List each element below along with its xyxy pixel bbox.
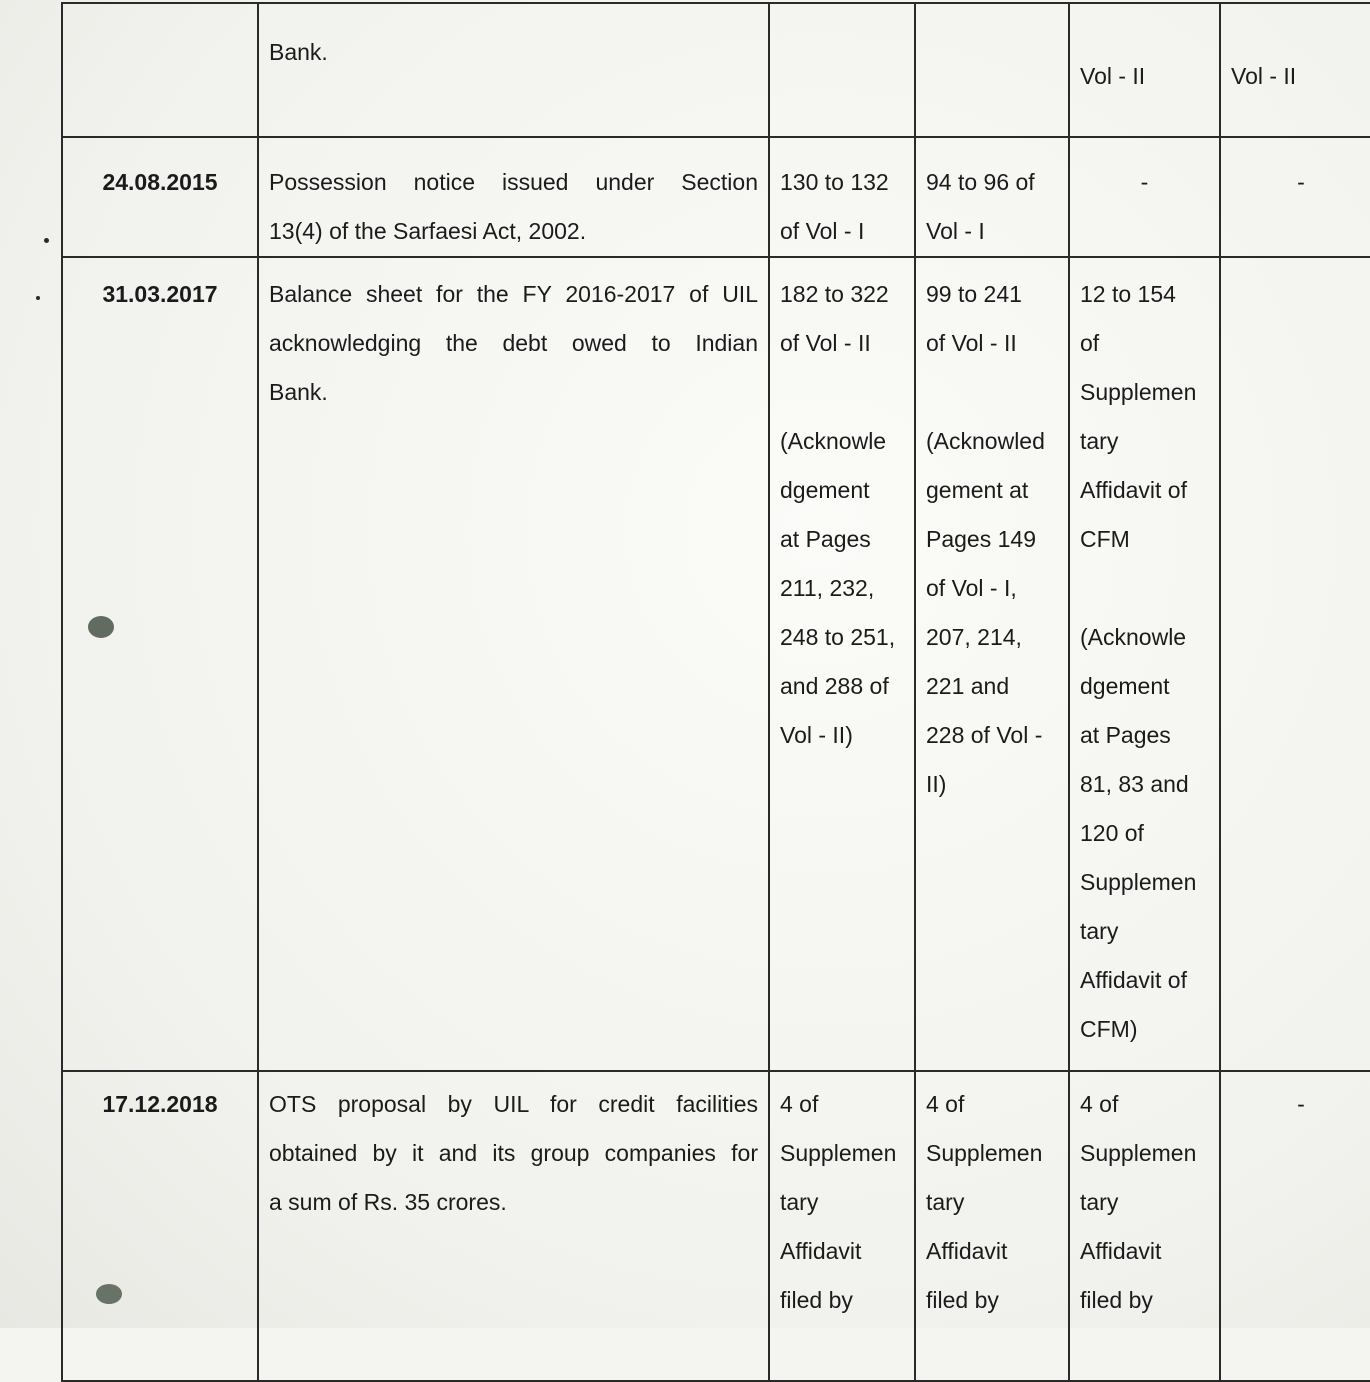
particulars-line: Balance sheet for the FY 2016-2017 of UIL (269, 281, 758, 307)
reference-cell-b (915, 1071, 1069, 1381)
date-cell (62, 137, 258, 257)
reference-line: 4 of (926, 1091, 965, 1117)
reference-line: and 288 of (780, 673, 889, 699)
reference-line: Supplemen (1080, 379, 1197, 405)
ink-spot (44, 238, 49, 243)
reference-line: 228 of Vol - (926, 722, 1043, 748)
particulars-line: Bank. (269, 379, 328, 405)
reference-line: 4 of (1080, 1091, 1119, 1117)
reference-line: 221 and (926, 673, 1010, 699)
particulars-line: 13(4) of the Sarfaesi Act, 2002. (269, 218, 587, 244)
reference-line: CFM) (1080, 1016, 1138, 1042)
reference-cell-c (1069, 3, 1220, 137)
table-row (62, 257, 1370, 1071)
reference-line: Vol - I (926, 218, 985, 244)
events-table (61, 2, 1370, 1382)
particulars-cell (258, 137, 769, 257)
particulars-cell (258, 3, 769, 137)
reference-line: Affidavit (926, 1238, 1008, 1264)
reference-line: tary (780, 1189, 819, 1215)
date-cell (62, 257, 258, 1071)
date-cell (62, 1071, 258, 1381)
particulars-line: a sum of Rs. 35 crores. (269, 1189, 507, 1215)
reference-line: of Vol - II (780, 330, 871, 356)
particulars-line: obtained by it and its group companies for (269, 1140, 758, 1166)
reference-line: 182 to 322 (780, 281, 889, 307)
reference-line: 94 to 96 of (926, 169, 1035, 195)
dash-mark: - (1297, 1091, 1305, 1117)
reference-line: of Vol - I (780, 218, 865, 244)
dash-mark: - (1140, 169, 1149, 195)
reference-line: filed by (1080, 1287, 1153, 1313)
reference-cell-a (769, 257, 915, 1071)
particulars-cell (258, 257, 769, 1071)
dash-mark: - (1297, 169, 1305, 195)
event-date: 17.12.2018 (102, 1091, 218, 1117)
reference-cell-c (1069, 257, 1220, 1071)
date-cell (62, 3, 258, 137)
reference-line: filed by (926, 1287, 999, 1313)
reference-line: dgement (780, 477, 870, 503)
reference-cell-b (915, 257, 1069, 1071)
reference-line: tary (1080, 428, 1119, 454)
reference-line: Vol - II (1080, 63, 1146, 89)
reference-line: II) (926, 771, 947, 797)
ink-smudge (88, 616, 114, 638)
reference-line: 99 to 241 (926, 281, 1022, 307)
reference-line: Supplemen (926, 1140, 1043, 1166)
reference-cell-a (769, 1071, 915, 1381)
table-row (62, 3, 1370, 137)
reference-line: 130 to 132 (780, 169, 889, 195)
reference-cell-c (1069, 137, 1220, 257)
particulars-line: Possession notice issued under Section (269, 169, 758, 195)
reference-line: Supplemen (1080, 869, 1197, 895)
reference-cell-b (915, 137, 1069, 257)
ink-spot (36, 296, 40, 300)
reference-line: Vol - II) (780, 722, 853, 748)
reference-line: Affidavit (780, 1238, 862, 1264)
reference-line: Affidavit of (1080, 967, 1187, 993)
reference-cell-d (1220, 1071, 1370, 1381)
reference-line: of (1080, 330, 1100, 356)
particulars-line: Bank. (269, 39, 328, 65)
reference-cell-a (769, 3, 915, 137)
reference-line: 211, 232, (780, 575, 875, 601)
reference-line: CFM (1080, 526, 1130, 552)
reference-line: Supplemen (1080, 1140, 1197, 1166)
reference-line: dgement (1080, 673, 1170, 699)
particulars-line: acknowledging the debt owed to Indian (269, 330, 758, 356)
reference-line: 81, 83 and (1080, 771, 1189, 797)
particulars-line: OTS proposal by UIL for credit facilities (269, 1091, 758, 1117)
reference-line: at Pages (780, 526, 871, 552)
reference-line: (Acknowle (780, 428, 887, 454)
reference-line: of Vol - II (926, 330, 1017, 356)
reference-line: tary (1080, 1189, 1119, 1215)
ink-smudge (96, 1284, 122, 1304)
reference-line: 248 to 251, (780, 624, 896, 650)
table-row (62, 1071, 1370, 1381)
reference-line: 120 of (1080, 820, 1144, 846)
event-date: 31.03.2017 (102, 281, 218, 307)
reference-cell-d (1220, 257, 1370, 1071)
reference-line: tary (1080, 918, 1119, 944)
reference-line: (Acknowle (1080, 624, 1187, 650)
reference-line: Vol - II (1231, 63, 1297, 89)
particulars-cell (258, 1071, 769, 1381)
table-row (62, 137, 1370, 257)
reference-line: tary (926, 1189, 965, 1215)
line-gap (926, 368, 1058, 417)
reference-line: Pages 149 (926, 526, 1036, 552)
reference-line: 207, 214, (926, 624, 1022, 650)
line-gap (1080, 564, 1209, 613)
reference-line: Supplemen (780, 1140, 897, 1166)
reference-line: 4 of (780, 1091, 819, 1117)
reference-cell-b (915, 3, 1069, 137)
reference-line: at Pages (1080, 722, 1171, 748)
reference-line: of Vol - I, (926, 575, 1017, 601)
event-date: 24.08.2015 (102, 169, 218, 195)
reference-cell-a (769, 137, 915, 257)
reference-cell-d (1220, 3, 1370, 137)
reference-cell-c (1069, 1071, 1220, 1381)
reference-cell-d (1220, 137, 1370, 257)
reference-line: (Acknowled (926, 428, 1045, 454)
line-gap (780, 368, 904, 417)
reference-line: 12 to 154 (1080, 281, 1176, 307)
reference-line: Affidavit of (1080, 477, 1187, 503)
reference-line: Affidavit (1080, 1238, 1162, 1264)
reference-line: gement at (926, 477, 1029, 503)
reference-line: filed by (780, 1287, 853, 1313)
